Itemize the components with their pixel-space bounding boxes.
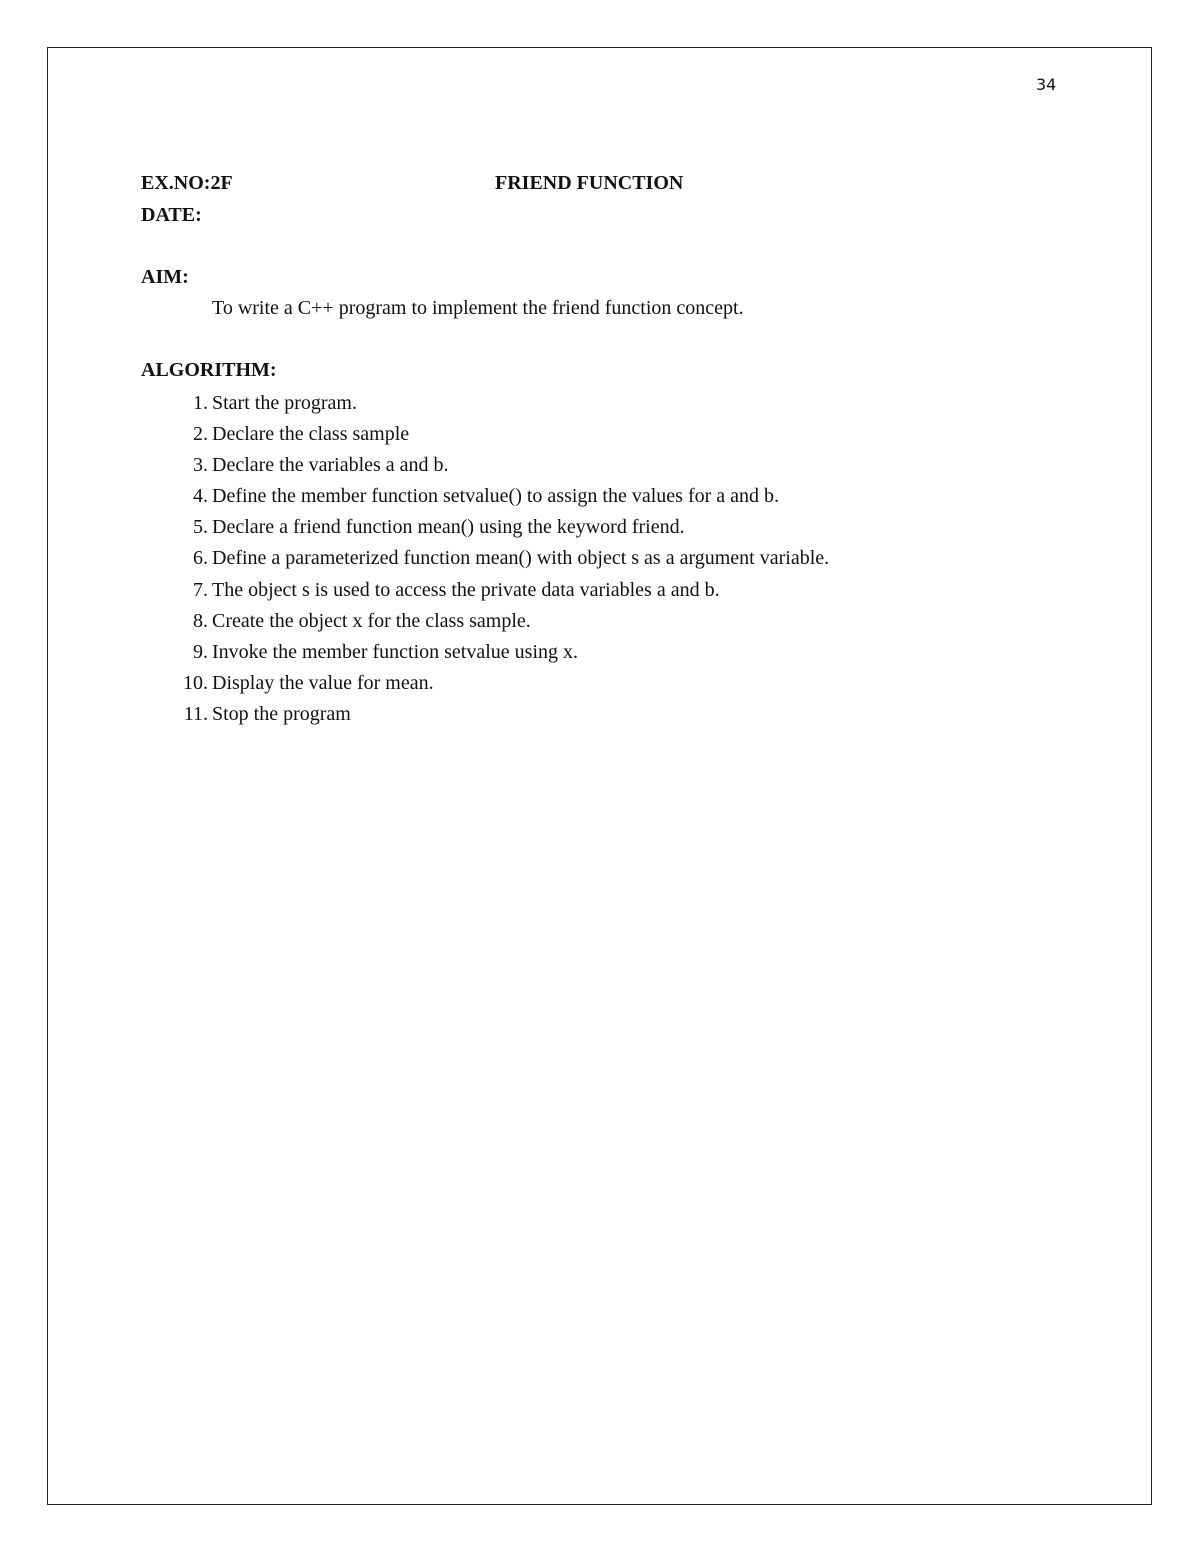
- step-number: 7.: [193, 578, 208, 601]
- step-text: Create the object x for the class sample.: [212, 609, 531, 632]
- exercise-number: EX.NO:2F: [141, 172, 233, 194]
- date-label: DATE:: [141, 204, 202, 226]
- aim-heading: AIM:: [141, 266, 189, 288]
- step-number: 6.: [193, 547, 208, 570]
- step-number: 2.: [193, 423, 208, 446]
- step-number: 4.: [193, 485, 208, 508]
- page-number: 34: [1036, 75, 1057, 94]
- step-text: Start the program.: [212, 392, 357, 414]
- step-number: 1.: [193, 392, 208, 414]
- step-text: Define a parameterized function mean() with object s as a argument variable.: [212, 547, 830, 570]
- step-number: 5.: [193, 516, 208, 539]
- aim-text: To write a C++ program to implement the friend function concept.: [212, 297, 744, 319]
- step-text: Invoke the member function setvalue using x.: [212, 640, 579, 663]
- step-text: Display the value for mean.: [212, 671, 434, 694]
- step-text: Stop the program: [212, 702, 351, 725]
- step-text: Declare the variables a and b.: [212, 454, 449, 477]
- algorithm-heading: ALGORITHM:: [141, 359, 277, 381]
- step-number: 8.: [193, 609, 208, 632]
- step-number: 11.: [183, 702, 208, 725]
- step-number: 10.: [183, 671, 208, 694]
- step-number: 9.: [193, 640, 208, 663]
- page-border: [47, 47, 1152, 1505]
- step-text: Declare the class sample: [212, 423, 410, 446]
- step-number: 3.: [193, 454, 208, 477]
- step-text: The object s is used to access the private data variables a and b.: [212, 578, 720, 601]
- page-title: FRIEND FUNCTION: [495, 172, 684, 194]
- step-text: Define the member function setvalue() to assign the values for a and b.: [212, 485, 780, 508]
- step-text: Declare a friend function mean() using the keyword friend.: [212, 516, 685, 539]
